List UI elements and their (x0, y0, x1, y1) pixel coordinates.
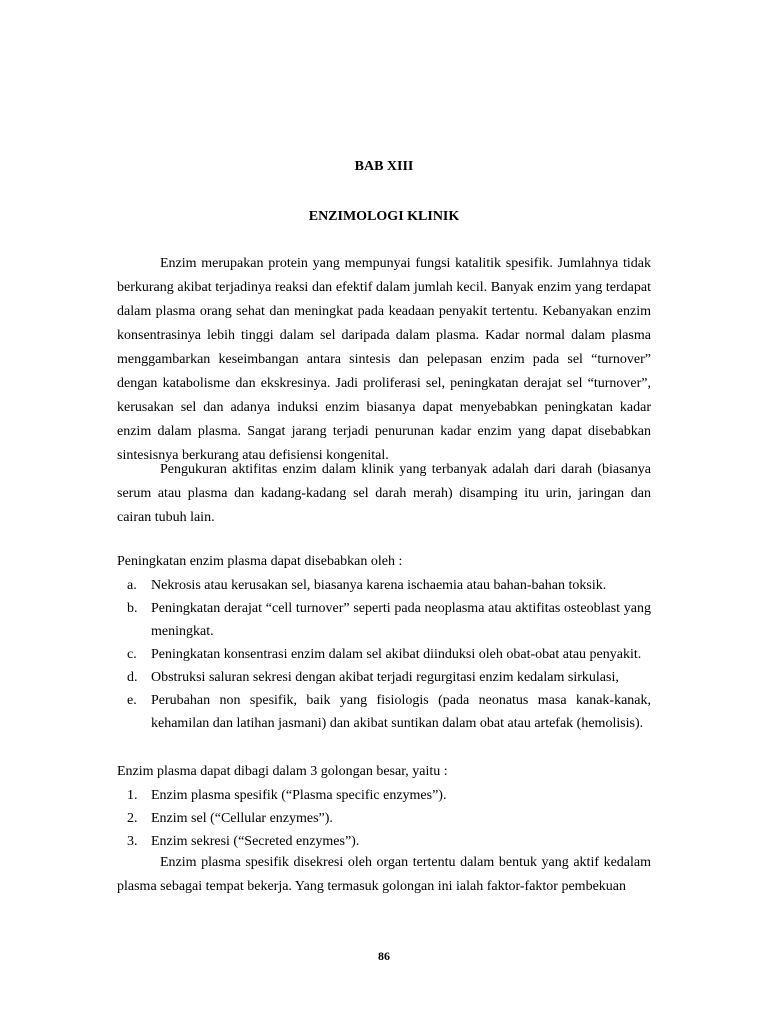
list-item (117, 643, 651, 666)
list-marker: e. (127, 693, 137, 708)
list-marker: 1. (127, 788, 138, 803)
list-item-text: Nekrosis atau kerusakan sel, biasanya karena ischaemia atau bahan-bahan toksik. (151, 578, 607, 593)
chapter-title: ENZIMOLOGI KLINIK (308, 209, 460, 224)
list-marker: b. (127, 601, 138, 616)
list-item (117, 597, 651, 643)
enzyme-groups-list (117, 784, 651, 853)
list-marker: 3. (127, 834, 138, 849)
list-item-text: Enzim plasma spesifik (“Plasma specific enzymes”). (151, 788, 447, 803)
list-item (117, 807, 651, 830)
list-item-text: Obstruksi saluran sekresi dengan akibat terjadi regurgitasi enzim kedalam sirkulasi, (151, 670, 619, 685)
increase-intro: Peningkatan enzim plasma dapat disebabkan oleh : (117, 554, 403, 569)
page-number: 86 (378, 949, 390, 963)
list-item-text: Peningkatan derajat “cell turnover” seperti pada neoplasma atau aktifitas osteoblast yang meningkat. (151, 601, 651, 639)
intro-paragraph: Enzim merupakan protein yang mempunyai fungsi katalitik spesifik. Jumlahnya tidak berkurang akibat terjadinya reaksi dan efektif dalam jumlah kecil. Banyak enzim yang terdapat dalam plasma orang sehat dan meningkat pada keadaan penyakit tertentu. Kebanyakan enzim konsentrasinya lebih tinggi dalam sel daripada dalam plasma. Kadar normal dalam plasma menggambarkan keseimbangan antara sintesis dan pelepasan enzim pada sel “turnover” dengan katabolisme dan ekskresinya. Jadi proliferasi sel, peningkatan derajat sel “turnover”, kerusakan sel dan adanya induksi enzim biasanya dapat menyebabkan peningkatan kadar enzim dalam plasma. Sangat jarang terjadi penurunan kadar enzim yang dapat disebabkan sintesisnya berkurang atau defisiensi kongenital. (117, 256, 651, 463)
list-marker: d. (127, 670, 138, 685)
list-item (117, 689, 651, 735)
list-item-text: Enzim sel (“Cellular enzymes”). (151, 811, 333, 826)
list-item (117, 830, 651, 853)
list-marker: a. (127, 578, 137, 593)
groups-intro: Enzim plasma dapat dibagi dalam 3 golongan besar, yaitu : (117, 764, 448, 779)
list-item-text: Enzim sekresi (“Secreted enzymes”). (151, 834, 360, 849)
list-item-text: Peningkatan konsentrasi enzim dalam sel akibat diinduksi oleh obat-obat atau penyakit. (151, 647, 642, 662)
list-item-text: Perubahan non spesifik, baik yang fisiologis (pada neonatus masa kanak-kanak, kehamilan dan latihan jasmani) dan akibat suntikan dalam obat atau artefak (hemolisis). (151, 693, 651, 731)
chapter-heading: BAB XIII (354, 159, 414, 174)
list-marker: 2. (127, 811, 138, 826)
measurement-paragraph: Pengukuran aktifitas enzim dalam klinik yang terbanyak adalah dari darah (biasanya serum atau plasma dan kadang-kadang sel darah merah) disamping itu urin, jaringan dan cairan tubuh lain. (117, 462, 651, 525)
increase-causes-list (117, 574, 651, 735)
list-item (117, 574, 651, 597)
list-marker: c. (127, 647, 137, 662)
list-item (117, 784, 651, 807)
closing-paragraph: Enzim plasma spesifik disekresi oleh organ tertentu dalam bentuk yang aktif kedalam plasma sebagai tempat bekerja. Yang termasuk golongan ini ialah faktor-faktor pembekuan (117, 855, 651, 894)
list-item (117, 666, 651, 689)
